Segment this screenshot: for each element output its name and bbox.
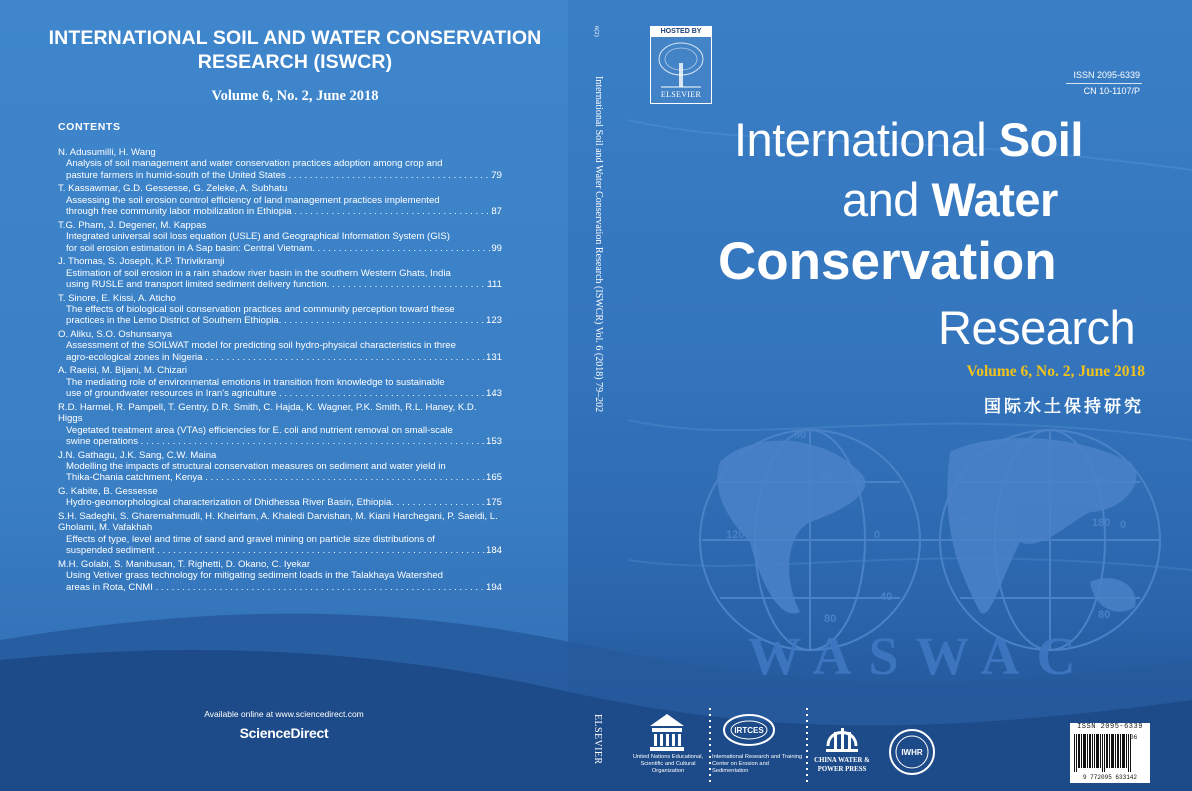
iwhr-mark: IWHR [901,748,923,757]
toc-page-number: 165 [485,472,502,484]
toc-page-number: 79 [491,169,502,181]
toc-title-line: Integrated universal soil loss equation (USLE) and Geographical Information System (GIS) [66,231,450,243]
toc-authors: O. Aliku, S.O. Oshunsanya [58,329,173,341]
toc-page-number: 87 [491,206,502,218]
toc-title [58,195,502,218]
unesco-temple-icon [648,712,686,752]
toc-title-line: Effects of type, level and time of sand and gravel mining on particle size distributions of [66,533,435,545]
title-international: International [734,113,999,166]
issn-label: ISSN 2095-6339 [1073,70,1140,80]
toc-entry [58,450,502,484]
china-water-power-press-caption: CHINA WATER & POWER PRESS [814,757,870,773]
toc-title-last-line: areas in Rota, CNMI . . . [66,582,502,593]
toc-title-last-line: using RUSLE and transport limited sediment delivery function. . . . [66,279,502,290]
cn-label: CN 10-1107/P [1083,86,1140,96]
toc-title-last-line: practices in the Lemo District of Southern Ethiopia. . . . [66,315,502,326]
toc-authors: S.H. Sadeghi, S. Gharemahmudli, H. Kheirfam, A. Khaledi Darvishan, M. Kiani Harchegani, P. Saeidi, L. Gholami, M. Vafakhah [58,511,498,534]
map-label: 0 [874,529,881,541]
toc-title-line: Modelling the impacts of structural conservation measures on sediment and water yield in [66,461,446,473]
irtces-logo-icon [722,712,776,748]
front-volume: Volume 6, No. 2, June 2018 [966,363,1145,380]
map-label: 0 [1120,519,1127,531]
toc-entry [58,220,502,254]
barcode-issn: ISSN 2095-6339 [1077,723,1143,731]
title-water: Water [931,173,1058,226]
toc-page-number: 143 [485,388,502,400]
toc-title-last-line: agro-ecological zones in Nigeria . . . [66,352,502,363]
toc-entry [58,183,502,217]
chinese-title: 国际水土保持研究 [984,397,1144,416]
toc-authors: G. Kabite, B. Gessesse [58,486,158,498]
toc-title-line: Assessing the soil erosion control efficiency of land management practices implemented [66,194,440,206]
spine-publisher: ELSEVIER [592,714,603,765]
toc-entry [58,511,502,557]
toc-page-number: 184 [485,545,502,557]
toc-title-last-line: Thika-Chania catchment, Kenya . . . [66,472,502,483]
toc-title-last-line: use of groundwater resources in Iran's agriculture . . . [66,388,502,399]
iwhr-logo-icon [888,728,936,776]
toc-title-line: Analysis of soil management and water conservation practices adoption among crop and [66,158,443,170]
title-and: and [842,173,932,226]
toc-title [58,534,502,557]
irtces-mark: IRTCES [734,726,764,735]
toc-title-last-line: for soil erosion estimation in A Sap basin: Central Vietnam. . . . [66,243,502,254]
toc-page-number: 123 [485,315,502,327]
map-label: 120 [726,529,745,541]
unesco-caption: United Nations Educational, Scientific and Cultural Organization [632,754,704,774]
elsevier-tree-icon [651,37,711,91]
available-online: Available online at www.sciencedirect.com [204,709,364,719]
toc-page-number: 99 [491,242,502,254]
toc-title [58,570,502,593]
sciencedirect-logo: ScienceDirect [239,725,329,741]
map-label: 40 [820,471,833,483]
map-label: 80 [824,613,837,625]
toc-title-last-line: pasture farmers in humid-south of the United States . . . [66,170,502,181]
elsevier-logo-text: ELSEVIER [660,90,702,99]
barcode-bars [1074,734,1134,772]
map-label: 40 [1094,473,1107,485]
front-title-line3: Conservation [718,232,1057,291]
toc-title-line: Vegetated treatment area (VTAs) efficiencies for E. coli and nutrient removal on small-scale [66,424,453,436]
toc-title [58,268,502,291]
back-journal-title: INTERNATIONAL SOIL AND WATER CONSERVATION RESEARCH (ISWCR) [48,27,542,73]
front-title-line1 [734,112,1083,168]
hosted-by-label: HOSTED BY [651,27,711,37]
toc-entry [58,329,502,363]
title-soil: Soil [998,113,1083,166]
toc-title-last-line: suspended sediment . . . [66,545,502,556]
toc-title [58,340,502,363]
toc-entry [58,402,502,448]
issn-divider [1066,83,1142,84]
toc-title [58,425,502,448]
toc-authors: A. Raeisi, M. Bijani, M. Chizari [58,365,188,377]
toc-authors: T. Sinore, E. Kissi, A. Aticho [58,292,176,304]
toc-title-line: The mediating role of environmental emotions in transition from knowledge to sustainable [66,376,445,388]
waswac-wordmark: WASWAC [747,626,1093,686]
toc-entry [58,365,502,399]
toc-entry [58,147,502,181]
toc-title-last-line: swine operations . . . [66,436,502,447]
toc-authors: N. Adusumilli, H. Wang [58,147,156,158]
toc-page-number: 153 [485,436,502,448]
toc-title [58,231,502,254]
toc-page-number: 194 [485,581,502,593]
map-label: 180 [1092,517,1111,529]
spine-volume-code: 6(2) [593,26,600,37]
toc-title-last-line: Hydro-geomorphological characterization of Dhidhessa River Basin, Ethiopia. . . . [66,497,502,508]
toc-page-number: 111 [487,279,502,291]
toc-authors: J. Thomas, S. Joseph, K.P. Thrivikramji [58,256,225,268]
logo-divider [709,708,711,786]
table-of-contents [58,147,502,595]
back-volume: Volume 6, No. 2, June 2018 [211,88,379,104]
toc-title [58,377,502,400]
logo-divider [806,708,808,786]
toc-authors: M.H. Golabi, S. Manibusan, T. Righetti, D. Okano, C. Iyekar [58,558,311,570]
toc-title-line: The effects of biological soil conservation practices and community perception toward these [66,304,455,316]
toc-title-line: Estimation of soil erosion in a rain shadow river basin in the southern Western Ghats, India [66,267,451,279]
toc-entry [58,293,502,327]
irtces-caption: International Research and Training Center on Erosion and Sedimentation [712,754,803,774]
toc-title [58,461,502,484]
toc-title [58,304,502,327]
map-label: 40 [880,591,893,603]
toc-title-line: Using Vetiver grass technology for mitigating sediment loads in the Talakhaya Watershed [66,570,444,582]
toc-authors: R.D. Harmel, R. Pampell, T. Gentry, D.R. Smith, C. Hajda, K. Wagner, P.K. Smith, R.L. Haney, K.D. Higgs [58,401,477,425]
toc-title [58,158,502,181]
toc-title [58,497,502,508]
toc-title-line: Assessment of the SOILWAT model for predicting soil hydro-physical characteristics in three [66,340,456,352]
toc-title-last-line: through free community labor mobilization in Ethiopia . . . [66,206,502,217]
front-title-line2 [842,172,1058,228]
toc-page-number: 131 [485,351,502,363]
toc-entry [58,559,502,593]
toc-entry [58,486,502,509]
map-label: 80 [962,515,975,527]
china-water-power-press-icon [822,718,862,754]
toc-page-number: 175 [485,497,502,509]
toc-authors: T.G. Pham, J. Degener, M. Kappas [58,219,207,231]
barcode-addon: 06 [1130,734,1138,741]
barcode [1070,723,1150,783]
toc-entry [58,256,502,290]
toc-authors: T. Kassawmar, G.D. Gessesse, G. Zeleke, A. Subhatu [58,183,288,195]
barcode-number: 9 772095 633142 [1082,774,1137,781]
toc-authors: J.N. Gathagu, J.K. Sang, C.W. Maina [58,449,217,461]
front-title-line4: Research [938,301,1136,354]
map-label: 80 [1098,609,1111,621]
map-label: 80 [794,429,807,441]
spine-title: International Soil and Water Conservation Research (ISWCR) Vol. 6 (2018) 79–202 [593,76,604,413]
hosted-by-elsevier-logo [650,26,712,104]
contents-heading: CONTENTS [58,121,121,133]
